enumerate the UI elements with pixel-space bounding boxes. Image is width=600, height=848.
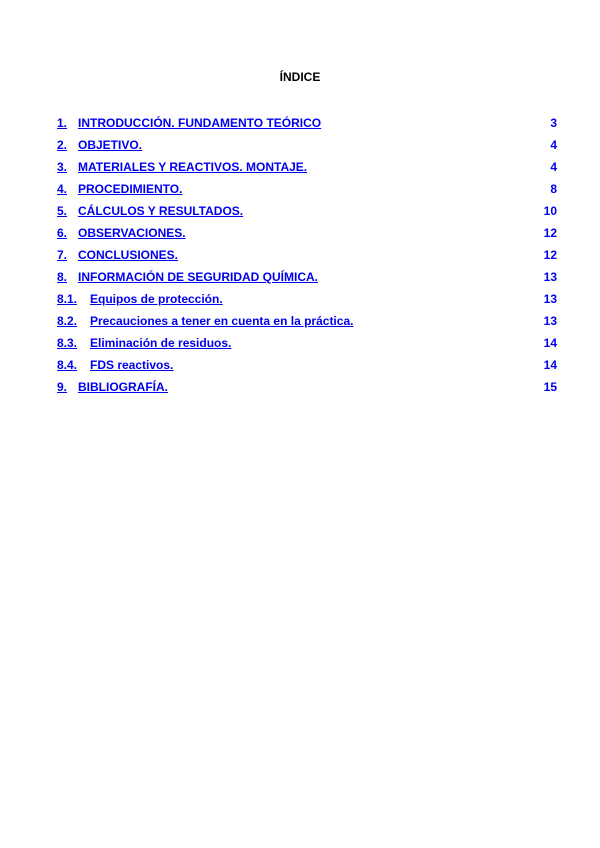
toc-entry-8-3[interactable] (57, 334, 557, 356)
toc-entry-5[interactable] (57, 202, 557, 224)
toc-entry-number[interactable]: 8.3. (57, 336, 78, 350)
toc-entry-page: 13 (543, 314, 557, 328)
toc-entry-link[interactable]: BIBLIOGRAFÍA. (78, 380, 168, 394)
toc-entry-3[interactable] (57, 158, 557, 180)
toc-entry-page: 14 (543, 336, 557, 350)
toc-entry-number[interactable]: 9. (57, 380, 68, 394)
toc-entry-8-1[interactable] (57, 290, 557, 312)
toc-entry-page: 12 (543, 248, 557, 262)
toc-entry-page: 4 (550, 138, 557, 152)
toc-entry-number[interactable]: 8. (57, 270, 68, 284)
toc-entry-page: 8 (550, 182, 557, 196)
toc-entry-link[interactable]: OBSERVACIONES. (78, 226, 186, 240)
toc-entry-7[interactable] (57, 246, 557, 268)
toc-entry-page: 13 (543, 292, 557, 306)
toc-entry-link[interactable]: MATERIALES Y REACTIVOS. MONTAJE. (78, 160, 308, 174)
toc-entry-link[interactable]: Precauciones a tener en cuenta en la práctica. (90, 314, 354, 328)
toc-entry-8[interactable] (57, 268, 557, 290)
toc-entry-page: 14 (543, 358, 557, 372)
toc-entry-number[interactable]: 2. (57, 138, 68, 152)
toc-entry-number[interactable]: 8.1. (57, 292, 78, 306)
toc-entry-6[interactable] (57, 224, 557, 246)
toc-entry-page: 3 (550, 116, 557, 130)
toc-entry-number[interactable]: 6. (57, 226, 68, 240)
toc-entry-8-4[interactable] (57, 356, 557, 378)
toc-entry-2[interactable] (57, 136, 557, 158)
toc-entry-link[interactable]: PROCEDIMIENTO. (78, 182, 183, 196)
toc-entry-link[interactable]: Equipos de protección. (90, 292, 223, 306)
toc-entry-number[interactable]: 1. (57, 116, 68, 130)
toc-entry-page: 13 (543, 270, 557, 284)
toc-entry-8-2[interactable] (57, 312, 557, 334)
toc-entry-9[interactable] (57, 378, 557, 400)
toc-entry-page: 15 (543, 380, 557, 394)
toc-entry-link[interactable]: FDS reactivos. (90, 358, 174, 372)
toc-entry-number[interactable]: 5. (57, 204, 68, 218)
toc-entry-link[interactable]: CONCLUSIONES. (78, 248, 179, 262)
toc-title: ÍNDICE (279, 70, 321, 84)
toc-entry-page: 10 (543, 204, 557, 218)
toc-entry-1[interactable] (57, 114, 557, 136)
toc-entry-page: 4 (550, 160, 557, 174)
toc-entry-link[interactable]: INFORMACIÓN DE SEGURIDAD QUÍMICA. (78, 270, 318, 284)
toc-entry-link[interactable]: INTRODUCCIÓN. FUNDAMENTO TEÓRICO (78, 116, 322, 130)
toc-entry-link[interactable]: CÁLCULOS Y RESULTADOS. (78, 204, 244, 218)
toc-entry-link[interactable]: OBJETIVO. (78, 138, 143, 152)
toc-entry-4[interactable] (57, 180, 557, 202)
table-of-contents (57, 114, 557, 400)
toc-entry-number[interactable]: 7. (57, 248, 68, 262)
toc-entry-number[interactable]: 8.2. (57, 314, 78, 328)
toc-entry-number[interactable]: 3. (57, 160, 68, 174)
toc-entry-number[interactable]: 4. (57, 182, 68, 196)
toc-entry-number[interactable]: 8.4. (57, 358, 78, 372)
toc-entry-link[interactable]: Eliminación de residuos. (90, 336, 232, 350)
toc-entry-page: 12 (543, 226, 557, 240)
